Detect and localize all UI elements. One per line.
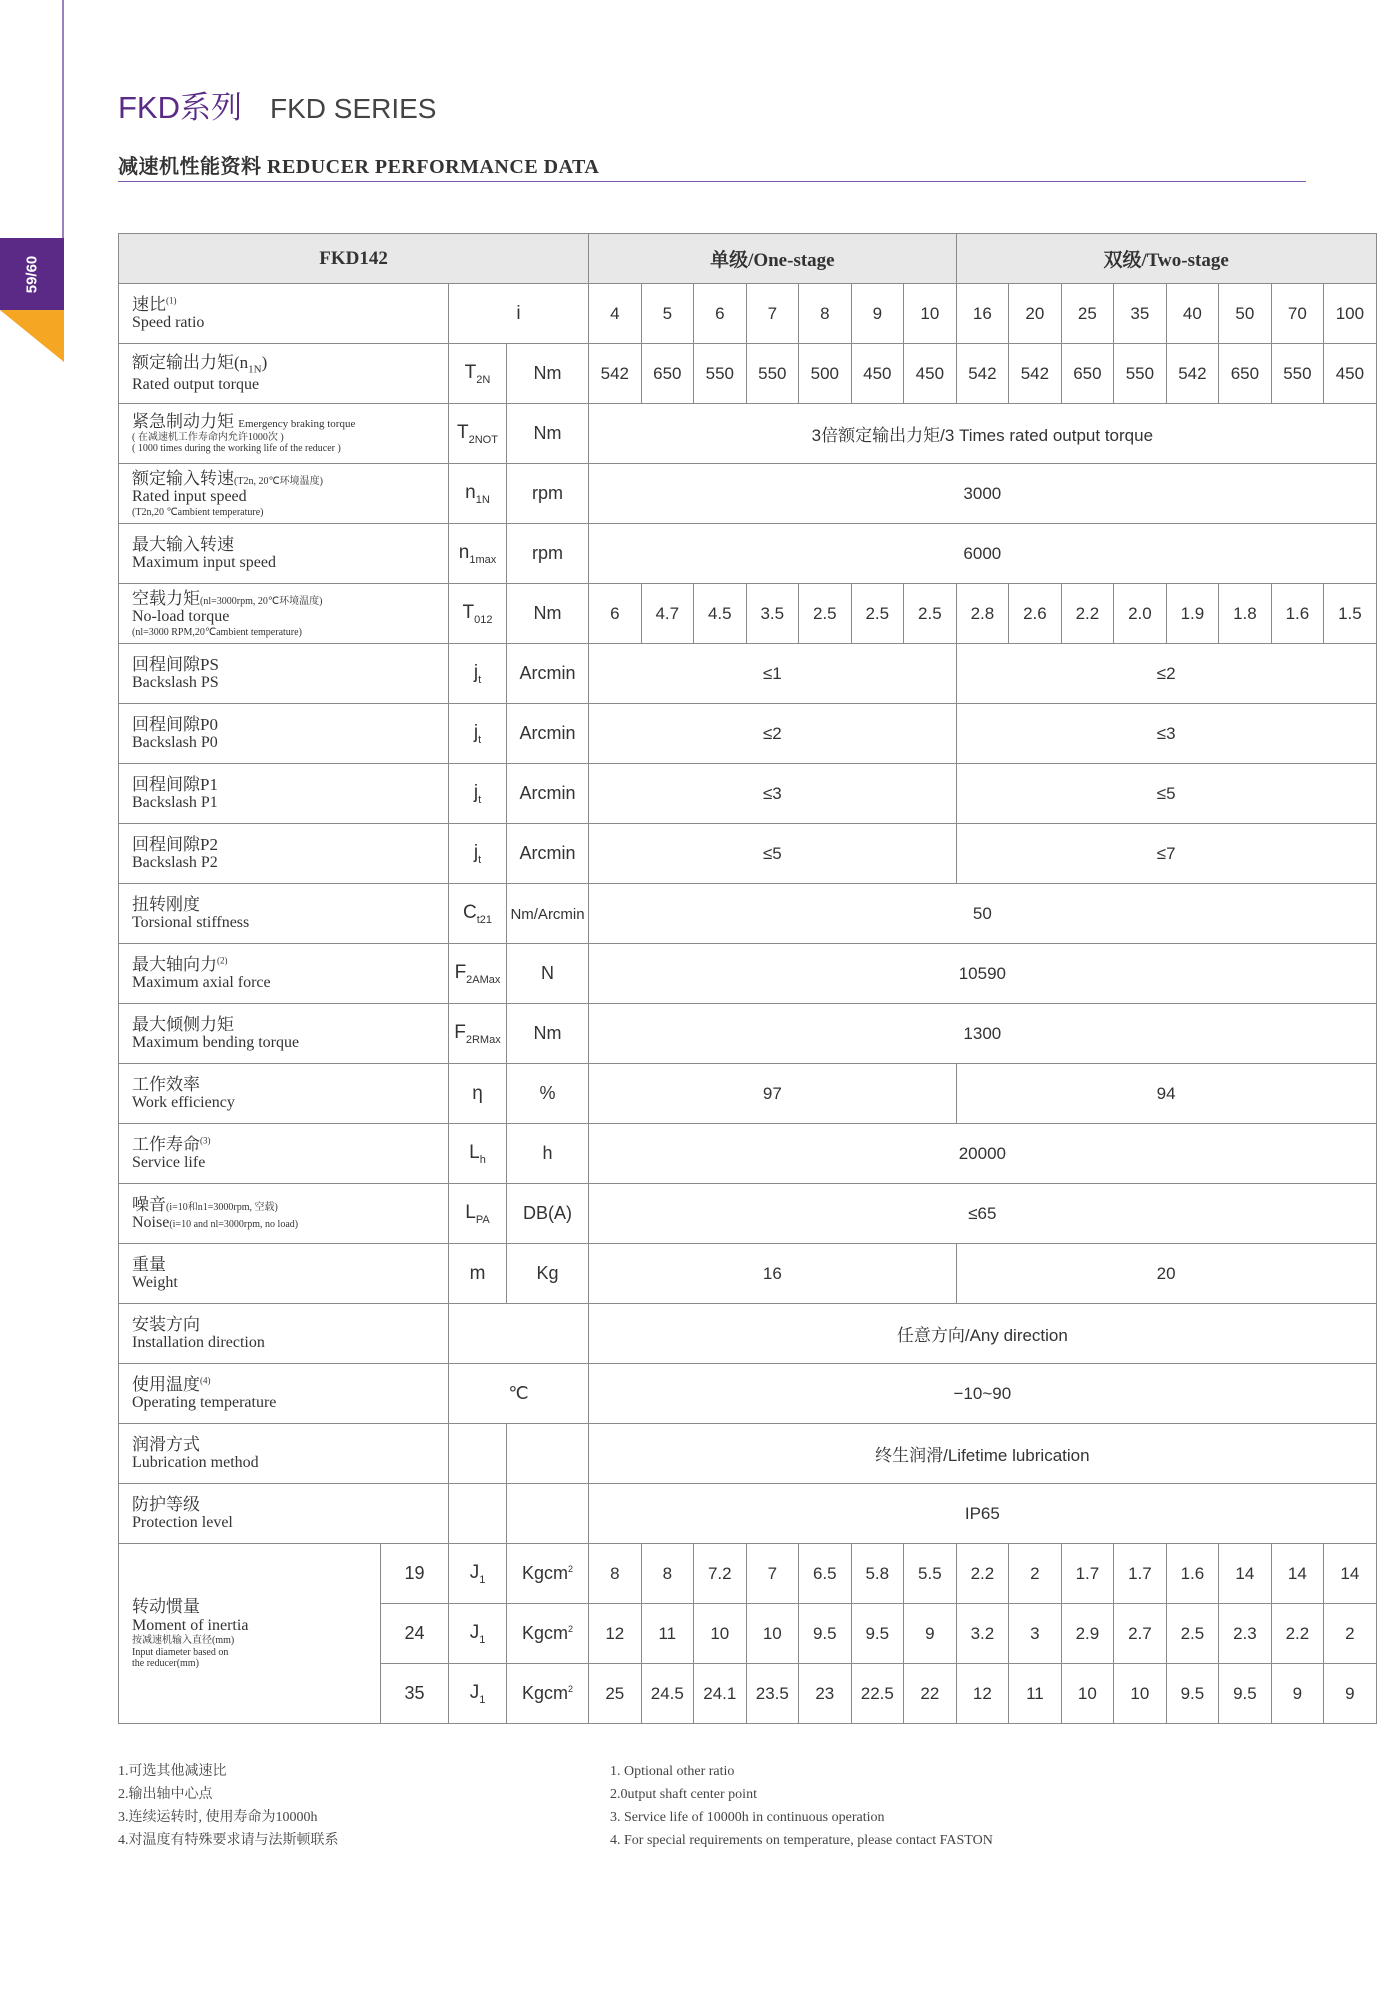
value-cell-one-stage: 97 <box>589 1064 957 1124</box>
param-symbol <box>449 1304 589 1364</box>
param-unit: N <box>507 944 589 1004</box>
table-header <box>119 234 1377 284</box>
value-cell: 4.5 <box>694 584 747 644</box>
param-symbol: $n_{1N}$ <box>449 464 507 524</box>
param-symbol: $j_t$ <box>449 704 507 764</box>
value-cell: 6000 <box>589 524 1377 584</box>
param-label: 转动惯量 Moment of inertia 按减速机输入直径(mm) Input diameter based on the reducer(mm) <box>119 1544 381 1724</box>
param-symbol: $F_{2AMax}$ <box>449 944 507 1004</box>
param-unit: Kgcm$^2$ <box>507 1604 589 1664</box>
value-cell: 2.6 <box>1009 584 1062 644</box>
row-lubrication <box>119 1424 1377 1484</box>
row-backlash <box>119 824 1377 884</box>
value-cell: 7.2 <box>694 1544 747 1604</box>
value-cell: 2.5 <box>851 584 904 644</box>
value-cell-one-stage: ≤1 <box>589 644 957 704</box>
value-cell: 2.5 <box>799 584 852 644</box>
input-diameter: 19 <box>381 1544 449 1604</box>
value-cell: IP65 <box>589 1484 1377 1544</box>
value-cell: 50 <box>1219 284 1272 344</box>
value-cell: 8 <box>641 1544 694 1604</box>
param-symbol: $T_{2NOT}$ <box>449 404 507 464</box>
value-cell: 3倍额定输出力矩/3 Times rated output torque <box>589 404 1377 464</box>
value-cell: −10~90 <box>589 1364 1377 1424</box>
param-unit: Arcmin <box>507 764 589 824</box>
page-title: FKD系列 FKD SERIES <box>118 90 437 125</box>
param-unit: rpm <box>507 464 589 524</box>
value-cell: 14 <box>1324 1544 1377 1604</box>
param-unit: Kg <box>507 1244 589 1304</box>
value-cell: 10 <box>1061 1664 1114 1724</box>
param-label: 最大倾侧力矩 Maximum bending torque <box>119 1004 449 1064</box>
value-cell: 542 <box>956 344 1009 404</box>
param-symbol: m <box>449 1244 507 1304</box>
param-label: 回程间隙P1 Backslash P1 <box>119 764 449 824</box>
value-cell-two-stage: ≤3 <box>956 704 1376 764</box>
value-cell: 1.5 <box>1324 584 1377 644</box>
value-cell: 9 <box>851 284 904 344</box>
value-cell: 1.9 <box>1166 584 1219 644</box>
value-cell: 任意方向/Any direction <box>589 1304 1377 1364</box>
param-label: 安装方向 Installation direction <box>119 1304 449 1364</box>
param-unit: Kgcm$^2$ <box>507 1664 589 1724</box>
value-cell: 550 <box>694 344 747 404</box>
value-cell: 5.8 <box>851 1544 904 1604</box>
input-diameter: 24 <box>381 1604 449 1664</box>
row-bending-torque <box>119 1004 1377 1064</box>
row-noload-torque <box>119 584 1377 644</box>
param-label: 回程间隙PS Backslash PS <box>119 644 449 704</box>
value-cell: 25 <box>1061 284 1114 344</box>
param-label: 噪音(i=10和n1=3000rpm, 空载) Noise(i=10 and nl=3000rpm, no load) <box>119 1184 449 1244</box>
row-temperature <box>119 1364 1377 1424</box>
value-cell: 2.2 <box>1061 584 1114 644</box>
param-symbol: $j_t$ <box>449 824 507 884</box>
param-symbol: $T_{012}$ <box>449 584 507 644</box>
value-cell: 650 <box>1219 344 1272 404</box>
row-protection <box>119 1484 1377 1544</box>
row-backlash <box>119 704 1377 764</box>
param-symbol: $F_{2RMax}$ <box>449 1004 507 1064</box>
value-cell: ≤65 <box>589 1184 1377 1244</box>
param-symbol: $j_t$ <box>449 644 507 704</box>
param-unit: Arcmin <box>507 824 589 884</box>
value-cell: 23 <box>799 1664 852 1724</box>
param-unit: Nm <box>507 404 589 464</box>
performance-table <box>118 233 1377 1724</box>
value-cell: 2.5 <box>904 584 957 644</box>
param-symbol <box>449 1484 507 1544</box>
value-cell: 2.3 <box>1219 1604 1272 1664</box>
footnote-en: 2.0utput shaft center point <box>610 1787 757 1802</box>
value-cell: 5.5 <box>904 1544 957 1604</box>
value-cell: 9.5 <box>851 1604 904 1664</box>
param-unit: ℃ <box>449 1364 589 1424</box>
row-backlash <box>119 644 1377 704</box>
param-label: 润滑方式 Lubrication method <box>119 1424 449 1484</box>
param-symbol: $L_h$ <box>449 1124 507 1184</box>
value-cell: 550 <box>746 344 799 404</box>
value-cell: 2.5 <box>1166 1604 1219 1664</box>
value-cell: 542 <box>1166 344 1219 404</box>
page-tab <box>0 238 64 310</box>
value-cell-two-stage: 94 <box>956 1064 1376 1124</box>
value-cell: 1.7 <box>1114 1544 1167 1604</box>
value-cell: 5 <box>641 284 694 344</box>
row-rated-speed <box>119 464 1377 524</box>
param-symbol: η <box>449 1064 507 1124</box>
value-cell: 2.0 <box>1114 584 1167 644</box>
row-service-life <box>119 1124 1377 1184</box>
value-cell-two-stage: 20 <box>956 1244 1376 1304</box>
param-label: 最大轴向力$^{(2)}$ Maximum axial force <box>119 944 449 1004</box>
row-efficiency <box>119 1064 1377 1124</box>
footnote-en: 4. For special requirements on temperature, please contact FASTON <box>610 1833 993 1848</box>
value-cell: 24.1 <box>694 1664 747 1724</box>
param-symbol: $J_1$ <box>449 1544 507 1604</box>
value-cell: 22.5 <box>851 1664 904 1724</box>
value-cell: 14 <box>1271 1544 1324 1604</box>
value-cell: 12 <box>956 1664 1009 1724</box>
param-label: 扭转刚度 Torsional stiffness <box>119 884 449 944</box>
footnote-en: 1. Optional other ratio <box>610 1764 735 1779</box>
value-cell: 10 <box>746 1604 799 1664</box>
value-cell: 10 <box>904 284 957 344</box>
footnote-zh: 4.对温度有特殊要求请与法斯顿联系 <box>118 1833 339 1848</box>
value-cell: 1300 <box>589 1004 1377 1064</box>
value-cell: 7 <box>746 1544 799 1604</box>
param-symbol: $L_{PA}$ <box>449 1184 507 1244</box>
param-unit <box>507 1484 589 1544</box>
param-label: 额定输出力矩$(n_{1N})$ Rated output torque <box>119 344 449 404</box>
value-cell: 8 <box>589 1544 642 1604</box>
row-stiffness <box>119 884 1377 944</box>
value-cell: 550 <box>1271 344 1324 404</box>
param-label: 防护等级 Protection level <box>119 1484 449 1544</box>
value-cell: 3.2 <box>956 1604 1009 1664</box>
param-label: 最大输入转速 Maximum input speed <box>119 524 449 584</box>
value-cell: 6 <box>694 284 747 344</box>
value-cell: 2.9 <box>1061 1604 1114 1664</box>
param-symbol: $n_{1max}$ <box>449 524 507 584</box>
value-cell: 16 <box>956 284 1009 344</box>
param-label: 回程间隙P2 Backslash P2 <box>119 824 449 884</box>
value-cell: 542 <box>589 344 642 404</box>
value-cell: 4 <box>589 284 642 344</box>
param-label: 重量 Weight <box>119 1244 449 1304</box>
param-unit: Nm <box>507 1004 589 1064</box>
row-rated-torque <box>119 344 1377 404</box>
footnote-zh: 3.连续运转时, 使用寿命为10000h <box>118 1810 318 1825</box>
value-cell: 22 <box>904 1664 957 1724</box>
footnote-zh: 2.输出轴中心点 <box>118 1787 213 1802</box>
row-emergency-torque <box>119 404 1377 464</box>
page-number: 59/60 <box>23 255 41 293</box>
value-cell-one-stage: 16 <box>589 1244 957 1304</box>
value-cell: 40 <box>1166 284 1219 344</box>
value-cell: 650 <box>1061 344 1114 404</box>
param-label: 额定输入转速(T2n, 20℃环境温度) Rated input speed (T2n,20 ℃ambient temperature) <box>119 464 449 524</box>
param-unit: h <box>507 1124 589 1184</box>
value-cell-two-stage: ≤5 <box>956 764 1376 824</box>
value-cell: 1.7 <box>1061 1544 1114 1604</box>
value-cell: 7 <box>746 284 799 344</box>
model-name: FKD142 <box>119 234 589 284</box>
param-unit: Nm <box>507 344 589 404</box>
value-cell: 9.5 <box>1219 1664 1272 1724</box>
value-cell: 6.5 <box>799 1544 852 1604</box>
value-cell: 终生润滑/Lifetime lubrication <box>589 1424 1377 1484</box>
value-cell: 450 <box>904 344 957 404</box>
value-cell: 650 <box>641 344 694 404</box>
param-label: 工作效率 Work efficiency <box>119 1064 449 1124</box>
param-label: 紧急制动力矩 Emergency braking torque ( 在减速机工作寿命内允许1000次 ) ( 1000 times during the working life of the reducer ) <box>119 404 449 464</box>
value-cell: 20000 <box>589 1124 1377 1184</box>
value-cell: 25 <box>589 1664 642 1724</box>
value-cell-one-stage: ≤2 <box>589 704 957 764</box>
footnote-zh: 1.可选其他减速比 <box>118 1764 227 1779</box>
row-installation <box>119 1304 1377 1364</box>
row-weight <box>119 1244 1377 1304</box>
value-cell: 450 <box>851 344 904 404</box>
param-unit: Nm <box>507 584 589 644</box>
param-label: 速比$^{(1)}$ Speed ratio <box>119 284 449 344</box>
value-cell: 10 <box>694 1604 747 1664</box>
value-cell: 3000 <box>589 464 1377 524</box>
row-ratio <box>119 284 1377 344</box>
param-symbol <box>449 1424 507 1484</box>
row-max-speed <box>119 524 1377 584</box>
value-cell: 9.5 <box>1166 1664 1219 1724</box>
value-cell: 3.5 <box>746 584 799 644</box>
param-label: 工作寿命$^{(3)}$ Service life <box>119 1124 449 1184</box>
value-cell: 2 <box>1009 1544 1062 1604</box>
row-backlash <box>119 764 1377 824</box>
section-divider <box>118 181 1306 182</box>
value-cell: 10590 <box>589 944 1377 1004</box>
param-label: 使用温度$^{(4)}$ Operating temperature <box>119 1364 449 1424</box>
value-cell: 9.5 <box>799 1604 852 1664</box>
param-unit: Kgcm$^2$ <box>507 1544 589 1604</box>
value-cell: 2.7 <box>1114 1604 1167 1664</box>
footnotes-zh <box>118 1760 339 1852</box>
value-cell: 100 <box>1324 284 1377 344</box>
param-symbol: $j_t$ <box>449 764 507 824</box>
value-cell-one-stage: ≤3 <box>589 764 957 824</box>
value-cell: 9 <box>1324 1664 1377 1724</box>
value-cell: 10 <box>1114 1664 1167 1724</box>
param-unit: DB(A) <box>507 1184 589 1244</box>
page-tab-accent <box>0 310 64 362</box>
param-unit: rpm <box>507 524 589 584</box>
value-cell: 6 <box>589 584 642 644</box>
footnote-en: 3. Service life of 10000h in continuous operation <box>610 1810 885 1825</box>
value-cell: 450 <box>1324 344 1377 404</box>
row-noise <box>119 1184 1377 1244</box>
value-cell: 8 <box>799 284 852 344</box>
value-cell: 2.2 <box>1271 1604 1324 1664</box>
param-unit: Arcmin <box>507 704 589 764</box>
value-cell: 4.7 <box>641 584 694 644</box>
value-cell: 11 <box>641 1604 694 1664</box>
value-cell: 500 <box>799 344 852 404</box>
param-symbol: i <box>449 284 589 344</box>
param-symbol: $C_{t21}$ <box>449 884 507 944</box>
value-cell: 3 <box>1009 1604 1062 1664</box>
footnotes-en <box>610 1760 993 1852</box>
param-label: 回程间隙P0 Backslash P0 <box>119 704 449 764</box>
param-label: 空载力矩(nl=3000rpm, 20℃环境温度) No-load torque (nl=3000 RPM,20℃ambient temperature) <box>119 584 449 644</box>
value-cell: 542 <box>1009 344 1062 404</box>
row-inertia <box>119 1544 1377 1604</box>
value-cell: 23.5 <box>746 1664 799 1724</box>
value-cell-one-stage: ≤5 <box>589 824 957 884</box>
param-unit: Nm/Arcmin <box>507 884 589 944</box>
value-cell: 11 <box>1009 1664 1062 1724</box>
value-cell: 35 <box>1114 284 1167 344</box>
value-cell: 12 <box>589 1604 642 1664</box>
value-cell-two-stage: ≤7 <box>956 824 1376 884</box>
value-cell: 2.8 <box>956 584 1009 644</box>
value-cell: 24.5 <box>641 1664 694 1724</box>
param-symbol: $J_1$ <box>449 1604 507 1664</box>
row-axial-force <box>119 944 1377 1004</box>
section-title: 减速机性能资料 REDUCER PERFORMANCE DATA <box>118 156 600 178</box>
value-cell: 70 <box>1271 284 1324 344</box>
value-cell: 1.6 <box>1271 584 1324 644</box>
value-cell: 14 <box>1219 1544 1272 1604</box>
value-cell: 1.6 <box>1166 1544 1219 1604</box>
two-stage-header: 双级/Two-stage <box>956 234 1376 284</box>
param-symbol: $T_{2N}$ <box>449 344 507 404</box>
value-cell: 2 <box>1324 1604 1377 1664</box>
value-cell: 50 <box>589 884 1377 944</box>
param-unit: % <box>507 1064 589 1124</box>
value-cell: 9 <box>1271 1664 1324 1724</box>
value-cell: 2.2 <box>956 1544 1009 1604</box>
param-unit <box>507 1424 589 1484</box>
value-cell: 1.8 <box>1219 584 1272 644</box>
input-diameter: 35 <box>381 1664 449 1724</box>
value-cell: 9 <box>904 1604 957 1664</box>
value-cell: 20 <box>1009 284 1062 344</box>
param-unit: Arcmin <box>507 644 589 704</box>
param-symbol: $J_1$ <box>449 1664 507 1724</box>
value-cell-two-stage: ≤2 <box>956 644 1376 704</box>
one-stage-header: 单级/One-stage <box>589 234 957 284</box>
value-cell: 550 <box>1114 344 1167 404</box>
